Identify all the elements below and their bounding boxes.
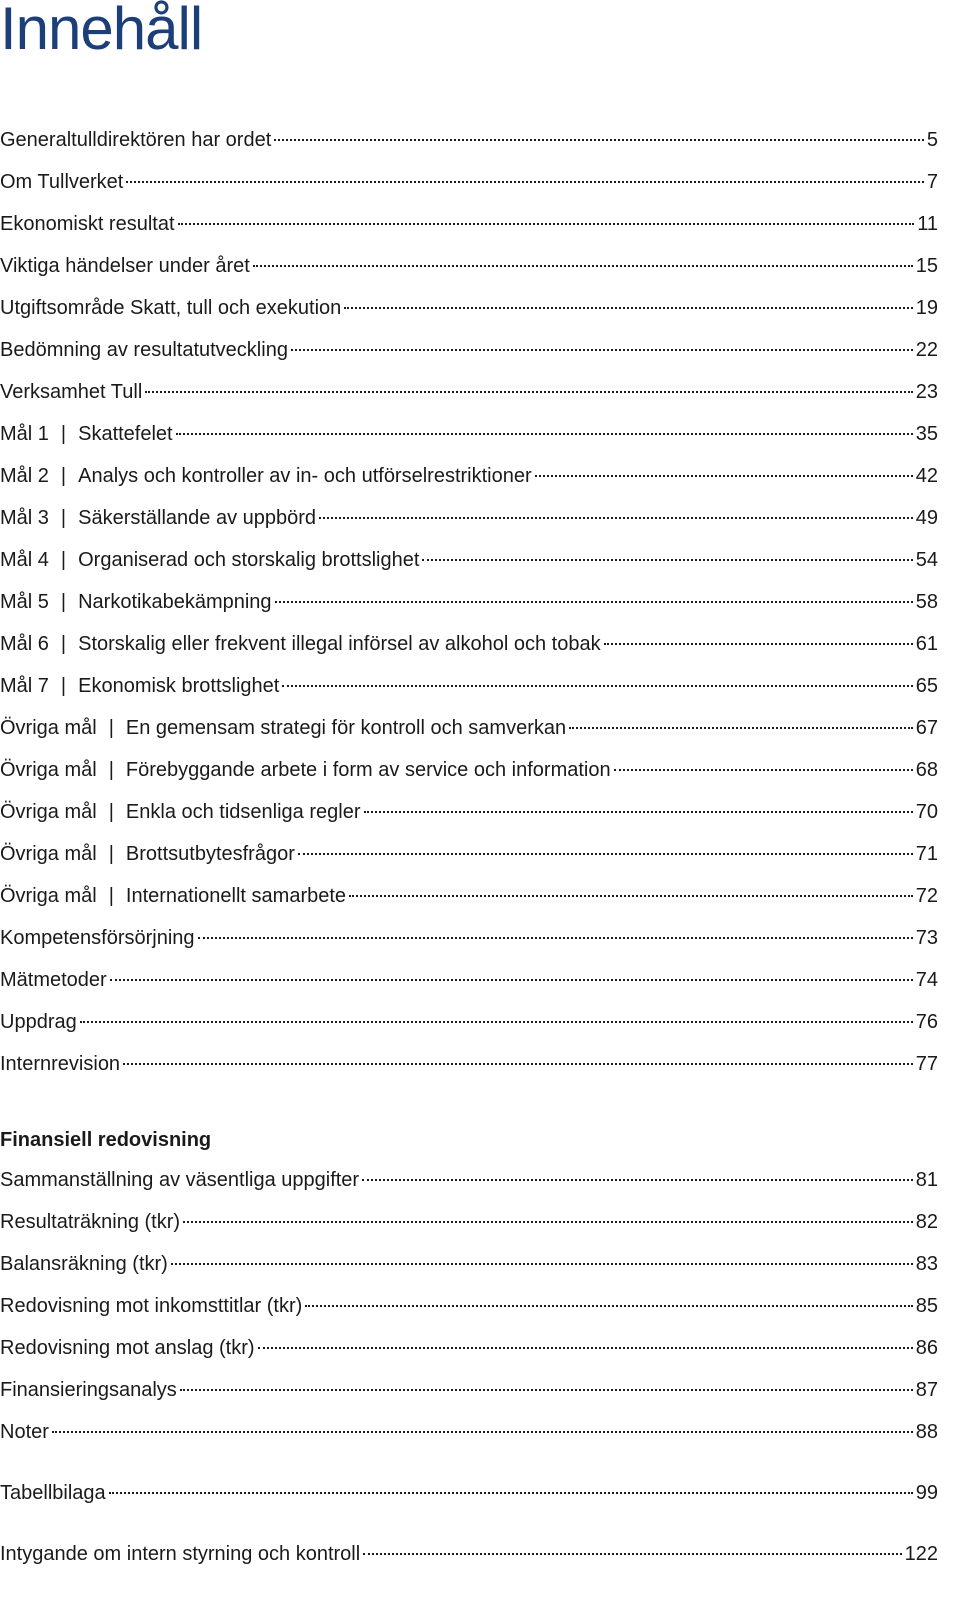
toc-entry-title: Narkotikabekämpning	[78, 591, 272, 613]
toc-entry-page-number: 122	[904, 1543, 938, 1565]
toc-entry[interactable]	[0, 1330, 938, 1372]
toc-entry[interactable]	[0, 1162, 938, 1204]
dot-leader	[171, 1263, 913, 1265]
toc-entry-page-number: 74	[915, 969, 938, 991]
toc-entry-page-number: 85	[915, 1295, 938, 1317]
toc-entry-page-number: 49	[915, 507, 938, 529]
dot-leader	[535, 475, 913, 477]
toc-entry-title: Finansieringsanalys	[0, 1379, 177, 1401]
toc-entry[interactable]	[0, 542, 938, 584]
toc-entry-label-group	[0, 290, 341, 326]
toc-entry-label-group	[0, 206, 175, 242]
toc-entry-title: Internrevision	[0, 1053, 121, 1075]
dot-leader	[274, 139, 924, 141]
toc-entry[interactable]	[0, 878, 938, 920]
toc-entry-page-number: 7	[926, 171, 938, 193]
toc-entry-page-number: 88	[915, 1421, 938, 1443]
toc-entry[interactable]	[0, 752, 938, 794]
toc-entry-page-number: 35	[915, 423, 938, 445]
toc-entry[interactable]	[0, 416, 938, 458]
toc-entry-label-group	[0, 878, 346, 914]
toc-entry[interactable]	[0, 1046, 938, 1088]
toc-entry-title: Balansräkning (tkr)	[0, 1253, 168, 1275]
dot-leader	[319, 517, 913, 519]
dot-leader	[178, 223, 915, 225]
toc-entry-page-number: 58	[915, 591, 938, 613]
financial-toc-list	[0, 1162, 938, 1456]
toc-entry-label-group	[0, 794, 361, 830]
toc-entry[interactable]	[0, 458, 938, 500]
dot-leader	[110, 979, 913, 981]
toc-entry-title: Ekonomiskt resultat	[0, 213, 175, 235]
toc-entry-title: Organiserad och storskalig brottslighet	[78, 549, 420, 571]
dot-leader	[422, 559, 912, 561]
toc-entry-title: Mätmetoder	[0, 969, 107, 991]
toc-entry-title: Skattefelet	[78, 423, 173, 445]
toc-entry-label-group	[0, 248, 250, 284]
toc-entry-page-number: 65	[915, 675, 938, 697]
toc-entry-label-group	[0, 1204, 180, 1240]
toc-entry[interactable]	[0, 584, 938, 626]
toc-entry-title: Verksamhet Tull	[0, 381, 143, 403]
dot-leader	[298, 853, 913, 855]
toc-entry-title: Tabellbilaga	[0, 1482, 106, 1504]
toc-entry-label-group	[0, 1246, 168, 1282]
toc-entry-label-group	[0, 374, 142, 410]
toc-entry[interactable]	[0, 290, 938, 332]
toc-entry-label-group	[0, 668, 279, 704]
toc-entry[interactable]	[0, 1204, 938, 1246]
toc-entry-separator: |	[60, 465, 67, 487]
dot-leader	[183, 1221, 913, 1223]
toc-entry-title: Sammanställning av väsentliga uppgifter	[0, 1169, 360, 1191]
toc-entry-title: Noter	[0, 1421, 49, 1443]
dot-leader	[282, 685, 912, 687]
toc-entry-page-number: 82	[915, 1211, 938, 1233]
dot-leader	[253, 265, 913, 267]
toc-entry-separator: |	[60, 507, 67, 529]
toc-entry-goal-prefix: Mål 5	[0, 591, 49, 613]
toc-entry-title: Brottsutbytesfrågor	[125, 843, 295, 865]
toc-entry-goal-prefix: Mål 6	[0, 633, 49, 655]
toc-entry[interactable]	[0, 500, 938, 542]
toc-entry-label-group	[0, 1046, 120, 1082]
toc-entry-title: Resultaträkning (tkr)	[0, 1211, 181, 1233]
section-heading-financial: Finansiell redovisning	[0, 1129, 212, 1151]
toc-entry-label-group	[0, 122, 271, 158]
toc-entry-label-group	[0, 920, 195, 956]
toc-entry-page-number: 61	[915, 633, 938, 655]
dot-leader	[80, 1021, 913, 1023]
toc-entry-page-number: 70	[915, 801, 938, 823]
toc-entry[interactable]	[0, 122, 938, 164]
dot-leader	[126, 181, 924, 183]
toc-entry-page-number: 83	[915, 1253, 938, 1275]
toc-entry-goal-prefix: Mål 4	[0, 549, 49, 571]
dot-leader	[344, 307, 912, 309]
toc-entry[interactable]	[0, 374, 938, 416]
toc-entry-separator: |	[60, 675, 67, 697]
toc-entry-page-number: 54	[915, 549, 938, 571]
dot-leader	[364, 811, 913, 813]
toc-entry-separator: |	[108, 843, 114, 865]
dot-leader	[145, 391, 912, 393]
toc-entry-label-group	[0, 1162, 359, 1198]
toc-entry-page-number: 99	[915, 1482, 938, 1504]
toc-entry-page-number: 71	[915, 843, 938, 865]
toc-entry-label-group	[0, 710, 566, 746]
dot-leader	[291, 349, 913, 351]
toc-entry-page-number: 72	[915, 885, 938, 907]
toc-entry-title: Intygande om intern styrning och kontroll	[0, 1543, 361, 1565]
toc-entry-label-group	[0, 836, 295, 872]
toc-entry-label-group	[0, 1004, 77, 1040]
toc-entry-goal-prefix: Övriga mål	[0, 717, 97, 739]
toc-entry-label-group	[0, 332, 288, 368]
toc-entry-separator: |	[108, 885, 114, 907]
toc-entry[interactable]	[0, 920, 938, 962]
toc-entry-separator: |	[60, 549, 67, 571]
certification-toc-list	[0, 1536, 938, 1578]
toc-entry-label-group	[0, 542, 419, 578]
toc-entry[interactable]	[0, 962, 938, 1004]
toc-entry-title: Generaltulldirektören har ordet	[0, 129, 272, 151]
toc-entry-page-number: 23	[915, 381, 938, 403]
appendix-toc-list	[0, 1475, 938, 1517]
dot-leader	[180, 1389, 913, 1391]
toc-entry-title: Enkla och tidsenliga regler	[125, 801, 361, 823]
dot-leader	[604, 643, 913, 645]
toc-entry-page-number: 19	[915, 297, 938, 319]
toc-entry-title: Redovisning mot inkomsttitlar (tkr)	[0, 1295, 303, 1317]
dot-leader	[258, 1347, 913, 1349]
toc-entry[interactable]	[0, 1004, 938, 1046]
toc-entry-separator: |	[60, 423, 67, 445]
table-of-contents	[0, 122, 938, 1088]
toc-entry-label-group	[0, 458, 532, 494]
toc-entry-page-number: 11	[917, 213, 938, 235]
dot-leader	[363, 1553, 901, 1555]
toc-entry-label-group	[0, 752, 611, 788]
dot-leader	[275, 601, 913, 603]
toc-entry-title: Analys och kontroller av in- och utförselrestriktioner	[78, 465, 532, 487]
dot-leader	[176, 433, 913, 435]
toc-entry-title: Redovisning mot anslag (tkr)	[0, 1337, 255, 1359]
toc-entry-goal-prefix: Mål 2	[0, 465, 49, 487]
toc-entry-label-group	[0, 1475, 106, 1511]
toc-entry-page-number: 42	[915, 465, 938, 487]
page-title: Innehåll	[0, 0, 203, 62]
toc-entry-title: Kompetensförsörjning	[0, 927, 195, 949]
toc-entry-separator: |	[60, 591, 67, 613]
toc-entry[interactable]	[0, 1536, 938, 1578]
toc-entry[interactable]	[0, 164, 938, 206]
toc-entry-goal-prefix: Övriga mål	[0, 759, 97, 781]
dot-leader	[198, 937, 913, 939]
toc-entry-label-group	[0, 1536, 360, 1572]
toc-entry-label-group	[0, 962, 107, 998]
toc-entry-title: Ekonomisk brottslighet	[78, 675, 280, 697]
toc-entry[interactable]	[0, 794, 938, 836]
toc-entry[interactable]	[0, 836, 938, 878]
toc-entry-label-group	[0, 626, 601, 662]
dot-leader	[569, 727, 913, 729]
toc-entry-page-number: 77	[915, 1053, 938, 1075]
toc-entry[interactable]	[0, 1372, 938, 1414]
toc-entry-page-number: 86	[915, 1337, 938, 1359]
toc-entry-label-group	[0, 1288, 302, 1324]
toc-entry-title: Internationellt samarbete	[125, 885, 347, 907]
toc-entry-separator: |	[108, 801, 114, 823]
toc-entry-title: En gemensam strategi för kontroll och samverkan	[125, 717, 567, 739]
dot-leader	[349, 895, 913, 897]
toc-entry-separator: |	[60, 633, 67, 655]
dot-leader	[305, 1305, 912, 1307]
toc-entry-page-number: 15	[915, 255, 938, 277]
toc-entry-title: Uppdrag	[0, 1011, 77, 1033]
toc-entry[interactable]	[0, 1414, 938, 1456]
toc-entry-page-number: 76	[915, 1011, 938, 1033]
toc-entry-title: Om Tullverket	[0, 171, 124, 193]
toc-entry-title: Säkerställande av uppbörd	[78, 507, 317, 529]
toc-entry-page-number: 5	[926, 129, 938, 151]
toc-entry[interactable]	[0, 626, 938, 668]
toc-entry-page-number: 67	[915, 717, 938, 739]
toc-entry-goal-prefix: Mål 1	[0, 423, 49, 445]
toc-entry-goal-prefix: Övriga mål	[0, 843, 97, 865]
toc-entry-label-group	[0, 1372, 177, 1408]
toc-entry[interactable]	[0, 710, 938, 752]
toc-entry-page-number: 87	[915, 1379, 938, 1401]
toc-entry[interactable]	[0, 1288, 938, 1330]
toc-entry-label-group	[0, 1330, 255, 1366]
toc-entry-label-group	[0, 1414, 49, 1450]
toc-entry-title: Bedömning av resultatutveckling	[0, 339, 288, 361]
toc-entry-separator: |	[108, 759, 114, 781]
dot-leader	[52, 1431, 913, 1433]
toc-entry-label-group	[0, 584, 272, 620]
dot-leader	[109, 1492, 913, 1494]
toc-entry-separator: |	[108, 717, 114, 739]
toc-entry[interactable]	[0, 248, 938, 290]
toc-entry-page-number: 68	[915, 759, 938, 781]
toc-entry-title: Storskalig eller frekvent illegal införsel av alkohol och tobak	[78, 633, 601, 655]
toc-entry-label-group	[0, 500, 316, 536]
toc-entry-goal-prefix: Mål 7	[0, 675, 49, 697]
toc-entry-title: Viktiga händelser under året	[0, 255, 250, 277]
toc-entry-goal-prefix: Övriga mål	[0, 801, 97, 823]
toc-entry-label-group	[0, 164, 123, 200]
toc-entry-page-number: 22	[915, 339, 938, 361]
toc-entry[interactable]	[0, 1475, 938, 1517]
toc-entry-title: Förebyggande arbete i form av service och information	[125, 759, 611, 781]
toc-entry-page-number: 73	[915, 927, 938, 949]
toc-entry-goal-prefix: Övriga mål	[0, 885, 97, 907]
toc-entry[interactable]	[0, 668, 938, 710]
toc-entry-title: Utgiftsområde Skatt, tull och exekution	[0, 297, 342, 319]
dot-leader	[614, 769, 913, 771]
toc-entry[interactable]	[0, 332, 938, 374]
toc-entry-page-number: 81	[915, 1169, 938, 1191]
dot-leader	[123, 1063, 913, 1065]
toc-entry[interactable]	[0, 206, 938, 248]
dot-leader	[362, 1179, 913, 1181]
toc-entry-label-group	[0, 416, 173, 452]
toc-entry[interactable]	[0, 1246, 938, 1288]
toc-entry-goal-prefix: Mål 3	[0, 507, 49, 529]
